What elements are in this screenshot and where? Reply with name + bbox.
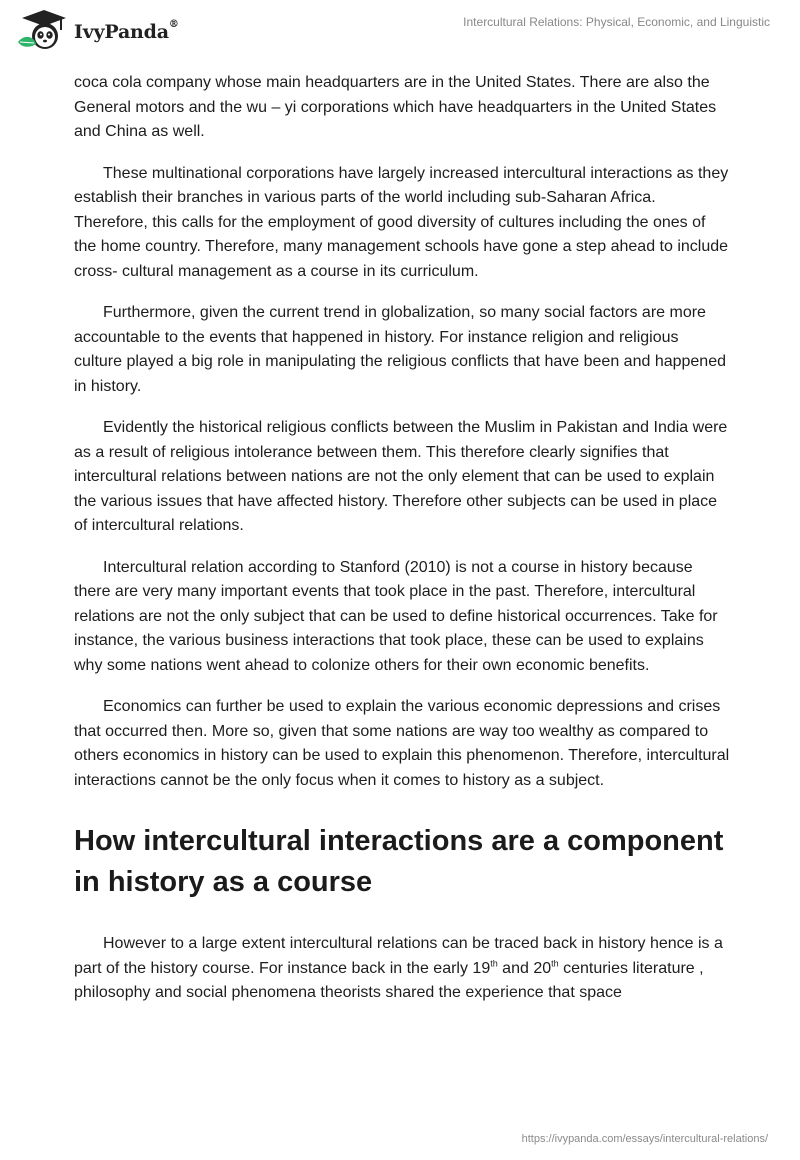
section-heading: How intercultural interactions are a component in history as a course <box>74 825 724 898</box>
paragraph-3: Furthermore, given the current trend in globalization, so many social factors are more accountable to the events that happened in history. For instance religion and religious culture played a big role in manipulating the religious conflicts that have been and happened in history. <box>74 304 726 395</box>
document-title: Intercultural Relations: Physical, Economic, and Linguistic <box>463 15 770 29</box>
paragraph-7: However to a large extent intercultural relations can be traced back in history hence is a part of the history course. For instance back in the early 19th and 20th centuries literature , philosophy and social phenomena theorists shared the experience that space <box>74 935 723 1001</box>
paragraph-4: Evidently the historical religious conflicts between the Muslim in Pakistan and India were as a result of religious intolerance between them. This therefore clearly signifies that intercultural relations between nations are not the only element that can be used to explain the various issues that have affected history. Therefore other subjects can be used in place of intercultural relations. <box>74 419 728 534</box>
paragraph-6: Economics can further be used to explain the various economic depressions and crises that occurred then. More so, given that some nations are way too wealthy as compared to others economics in history can be used to explain this phenomenon. Therefore, intercultural interactions cannot be the only focus when it comes to history as a subject. <box>74 698 730 789</box>
paragraph-5: Intercultural relation according to Stanford (2010) is not a course in history because there are very many important events that took place in the past. Therefore, intercultural relations are not the only subject that can be used to define historical occurrences. Take for instance, the various business interactions that took place, these can be used to explains why some nations went ahead to colonize others for their own economic benefits. <box>74 558 718 674</box>
ivypanda-logo[interactable] <box>14 8 179 52</box>
page-header <box>0 0 800 60</box>
panda-graduate-icon <box>14 8 72 52</box>
brand-name: IvyPanda® <box>74 19 179 43</box>
paragraph-1: coca cola company whose main headquarters are in the United States. There are also the General motors and the wu – yi corporations which have headquarters in the United States and China as well. <box>74 74 717 140</box>
paragraph-2: These multinational corporations have largely increased intercultural interactions as they establish their branches in various parts of the world including sub-Saharan Africa. Therefore, this calls for the employment of good diversity of cultures including the ones of the home country. Therefore, many management schools have gone a step ahead to include cross- cultural management as a course in its curriculum. <box>74 164 729 280</box>
article-body <box>74 71 730 1023</box>
source-url-link[interactable]: https://ivypanda.com/essays/intercultural-relations/ <box>521 1133 768 1145</box>
